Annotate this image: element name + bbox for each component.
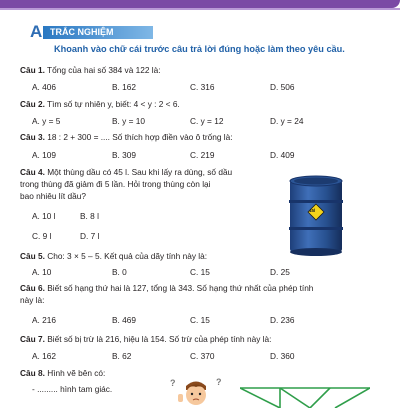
option-a[interactable]: A. 10 (32, 267, 52, 277)
question-label: Câu 8. (20, 368, 45, 378)
question-text: Biết số bị trừ là 216, hiệu là 154. Số trừ của phép tính này là: (44, 334, 272, 344)
option-a[interactable]: A. 216 (32, 315, 56, 325)
question-4 (20, 166, 232, 202)
top-banner-edge (0, 8, 400, 10)
option-c[interactable]: C. 370 (190, 351, 215, 361)
oil-barrel-icon (287, 175, 345, 257)
triangle-figure (240, 378, 370, 408)
option-b[interactable]: B. 309 (112, 150, 136, 160)
question-8 (20, 367, 105, 379)
question-label: Câu 5. (20, 251, 45, 261)
option-c[interactable]: C. 316 (190, 82, 215, 92)
question-text: Cho: 3 × 5 – 5. Kết quả của dãy tính này là: (44, 251, 208, 261)
question-6 (20, 282, 313, 306)
svg-text:?: ? (170, 378, 176, 388)
option-b[interactable]: B. 0 (112, 267, 127, 277)
question-5 (20, 250, 207, 262)
option-a[interactable]: A. 10 l (32, 211, 56, 221)
option-b[interactable]: B. 469 (112, 315, 136, 325)
option-c[interactable]: C. 219 (190, 150, 215, 160)
option-d[interactable]: D. 360 (270, 351, 295, 361)
section-letter: A (30, 22, 43, 41)
question-text: Biết số hạng thứ hai là 127, tổng là 343. Số hạng thứ nhất của phép tính này là: (20, 283, 314, 305)
question-label: Câu 6. (20, 283, 45, 293)
question-text: Tìm số tự nhiên y, biết: 4 < y : 2 < 6. (44, 99, 180, 109)
option-a[interactable]: A. 109 (32, 150, 56, 160)
thinking-kid-icon (166, 376, 226, 406)
question-label: Câu 7. (20, 334, 45, 344)
option-c[interactable]: C. 9 l (32, 231, 52, 241)
option-d[interactable]: D. 409 (270, 150, 295, 160)
question-2 (20, 98, 180, 110)
option-c[interactable]: C. y = 12 (190, 116, 224, 126)
question-text: Một thùng dầu có 45 l. Sau khi lấy ra dùng, số dầu trong thùng đã giảm đi 5 lần. Hỏi trong thùng còn lại bao nhiêu lít dầu? (20, 167, 233, 201)
question-text: 18 : 2 + 300 = .... Số thích hợp điền vào ô trống là: (44, 132, 233, 142)
question-1 (20, 64, 161, 76)
option-b[interactable]: B. 8 l (80, 211, 99, 221)
option-d[interactable]: D. 506 (270, 82, 295, 92)
answer-blank[interactable]: - ......... hình tam giác. (32, 384, 113, 394)
question-label: Câu 1. (20, 65, 45, 75)
option-b[interactable]: B. y = 10 (112, 116, 145, 126)
instruction-text: Khoanh vào chữ cái trước câu trả lời đúng hoặc làm theo yêu cầu. (54, 44, 345, 54)
top-banner (0, 0, 400, 8)
option-c[interactable]: C. 15 (190, 267, 210, 277)
question-text: Hình vẽ bên có: (44, 368, 106, 378)
option-a[interactable]: A. 406 (32, 82, 56, 92)
question-label: Câu 4. (20, 167, 45, 177)
svg-text:?: ? (216, 377, 222, 387)
option-d[interactable]: D. 236 (270, 315, 295, 325)
option-a[interactable]: A. 162 (32, 351, 56, 361)
section-header (30, 24, 160, 40)
option-d[interactable]: D. y = 24 (270, 116, 304, 126)
question-label: Câu 2. (20, 99, 45, 109)
option-d[interactable]: D. 7 l (80, 231, 100, 241)
option-a[interactable]: A. y = 5 (32, 116, 61, 126)
question-label: Câu 3. (20, 132, 45, 142)
question-7 (20, 333, 271, 345)
question-text: Tổng của hai số 384 và 122 là: (44, 65, 161, 75)
option-b[interactable]: B. 162 (112, 82, 136, 92)
option-c[interactable]: C. 15 (190, 315, 210, 325)
option-b[interactable]: B. 62 (112, 351, 132, 361)
section-title: TRẮC NGHIỆM (43, 26, 153, 39)
barrel-label: 45l (309, 208, 316, 213)
option-d[interactable]: D. 25 (270, 267, 290, 277)
question-3 (20, 131, 233, 143)
